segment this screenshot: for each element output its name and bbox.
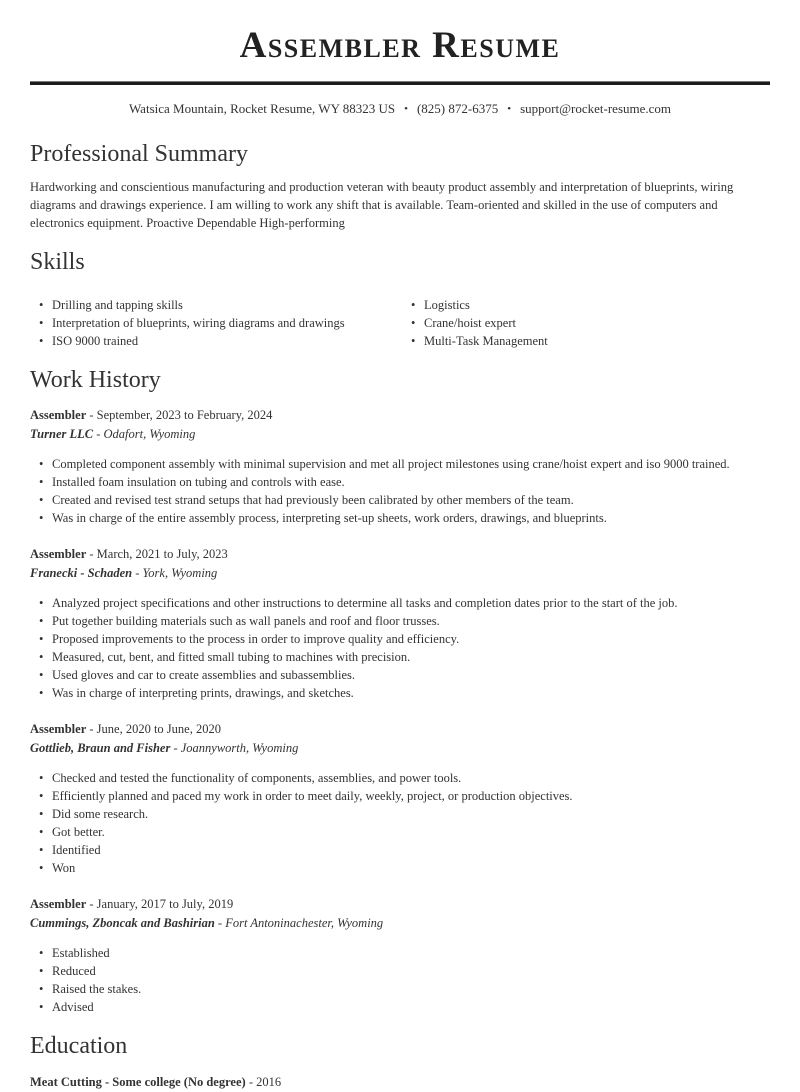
contact-email: support@rocket-resume.com <box>520 100 672 116</box>
job-title: Assembler <box>30 547 87 562</box>
professional-summary-heading: Professional Summary <box>30 140 248 167</box>
education-year: - 2016 <box>248 1074 282 1089</box>
bullet-item: • Was in charge of interpreting prints, drawings, and sketches. <box>30 684 770 702</box>
skills-column-1 <box>30 296 400 350</box>
bullet-item: • Identified <box>30 841 770 859</box>
job-entry <box>30 895 770 1016</box>
job-bullet-list <box>30 594 770 702</box>
job-title: Assembler <box>30 722 87 737</box>
job-dates: - June, 2020 to June, 2020 <box>89 722 221 737</box>
job-company-line <box>30 914 770 933</box>
resume-title: Assembler Resume <box>239 25 561 66</box>
job-company: Turner LLC <box>30 427 94 442</box>
bullet-item: • Raised the stakes. <box>30 980 770 998</box>
bullet-item: • Was in charge of the entire assembly process, interpreting set-up sheets, work orders, drawings, and blueprints. <box>30 509 770 527</box>
contact-separator-dot: • <box>507 102 512 115</box>
bullet-item: • Proposed improvements to the process in order to improve quality and efficiency. <box>30 630 770 648</box>
job-entry <box>30 406 770 527</box>
job-title-line <box>30 406 770 425</box>
job-dates: - September, 2023 to February, 2024 <box>89 408 273 423</box>
section-skills <box>30 248 770 350</box>
bullet-item: • Got better. <box>30 823 770 841</box>
skills-columns <box>30 286 770 350</box>
job-title-line <box>30 895 770 914</box>
bullet-item: • Multi-Task Management <box>402 332 770 350</box>
job-company: Gottlieb, Braun and Fisher <box>30 741 171 756</box>
bullet-item: • Advised <box>30 998 770 1016</box>
bullet-item: • Established <box>30 944 770 962</box>
job-location: - Odafort, Wyoming <box>96 427 196 442</box>
professional-summary-text: Hardworking and conscientious manufacturing and production veteran with beauty product assembly and interpretation of blueprints, wiring diagrams and drawings experience. I am willing to work any shift that is available. Team-oriented and skilled in the use of computers and electronics equipment. Proactive Dependable High-performing <box>30 179 734 230</box>
bullet-item: • Used gloves and car to create assemblies and subassemblies. <box>30 666 770 684</box>
job-dates: - March, 2021 to July, 2023 <box>89 547 228 562</box>
bullet-item: • Checked and tested the functionality of components, assemblies, and power tools. <box>30 769 770 787</box>
resume-header <box>30 25 770 118</box>
job-location: - York, Wyoming <box>135 566 218 581</box>
job-location: - Fort Antoninachester, Wyoming <box>217 916 384 931</box>
contact-separator-dot: • <box>404 102 408 115</box>
section-work-history <box>30 366 770 1016</box>
job-bullet-list <box>30 769 770 877</box>
bullet-item: • Analyzed project specifications and other instructions to determine all tasks and completion dates prior to the start of the job. <box>30 594 770 612</box>
bullet-item: • Measured, cut, bent, and fitted small tubing to machines with precision. <box>30 648 770 666</box>
contact-line <box>30 100 770 118</box>
job-title-line <box>30 545 770 564</box>
bullet-item: • Drilling and tapping skills <box>30 296 400 314</box>
job-entry <box>30 720 770 877</box>
contact-address: Watsica Mountain, Rocket Resume, WY 88323 US <box>128 100 396 116</box>
job-title: Assembler <box>30 897 87 912</box>
section-professional-summary <box>30 140 770 232</box>
education-entry <box>30 1073 770 1092</box>
education-heading: Education <box>30 1033 128 1060</box>
bullet-item: • Installed foam insulation on tubing and controls with ease. <box>30 473 770 491</box>
bullet-item: • Created and revised test strand setups that had previously been calibrated by other members of the team. <box>30 491 770 509</box>
header-divider <box>30 81 770 85</box>
bullet-item: • ISO 9000 trained <box>30 332 400 350</box>
job-location: - Joannyworth, Wyoming <box>173 741 299 756</box>
job-company-line <box>30 739 770 758</box>
education-degree: Meat Cutting - Some college (No degree) <box>30 1074 246 1089</box>
job-entry <box>30 545 770 702</box>
job-title: Assembler <box>30 408 87 423</box>
job-company-line <box>30 564 770 583</box>
bullet-item: • Efficiently planned and paced my work in order to meet daily, weekly, project, or production objectives. <box>30 787 770 805</box>
job-bullet-list <box>30 455 770 527</box>
job-bullet-list <box>30 944 770 1016</box>
job-dates: - January, 2017 to July, 2019 <box>89 897 234 912</box>
job-title-line <box>30 720 770 739</box>
bullet-item: • Put together building materials such as wall panels and roof and floor trusses. <box>30 612 770 630</box>
work-history-heading: Work History <box>30 367 161 394</box>
contact-phone: (825) 872-6375 <box>416 100 499 116</box>
bullet-item: • Completed component assembly with minimal supervision and met all project milestones using crane/hoist expert and iso 9000 trained. <box>30 455 770 473</box>
skills-column-2 <box>400 296 770 350</box>
skills-heading: Skills <box>30 248 85 275</box>
bullet-item: • Crane/hoist expert <box>402 314 770 332</box>
bullet-item: • Did some research. <box>30 805 770 823</box>
job-company: Franecki - Schaden <box>30 566 133 581</box>
bullet-item: • Logistics <box>402 296 770 314</box>
section-education <box>30 1032 770 1091</box>
bullet-item: • Won <box>30 859 770 877</box>
bullet-item: • Interpretation of blueprints, wiring diagrams and drawings <box>30 314 400 332</box>
job-company: Cummings, Zboncak and Bashirian <box>30 916 215 931</box>
job-company-line <box>30 425 770 444</box>
bullet-item: • Reduced <box>30 962 770 980</box>
